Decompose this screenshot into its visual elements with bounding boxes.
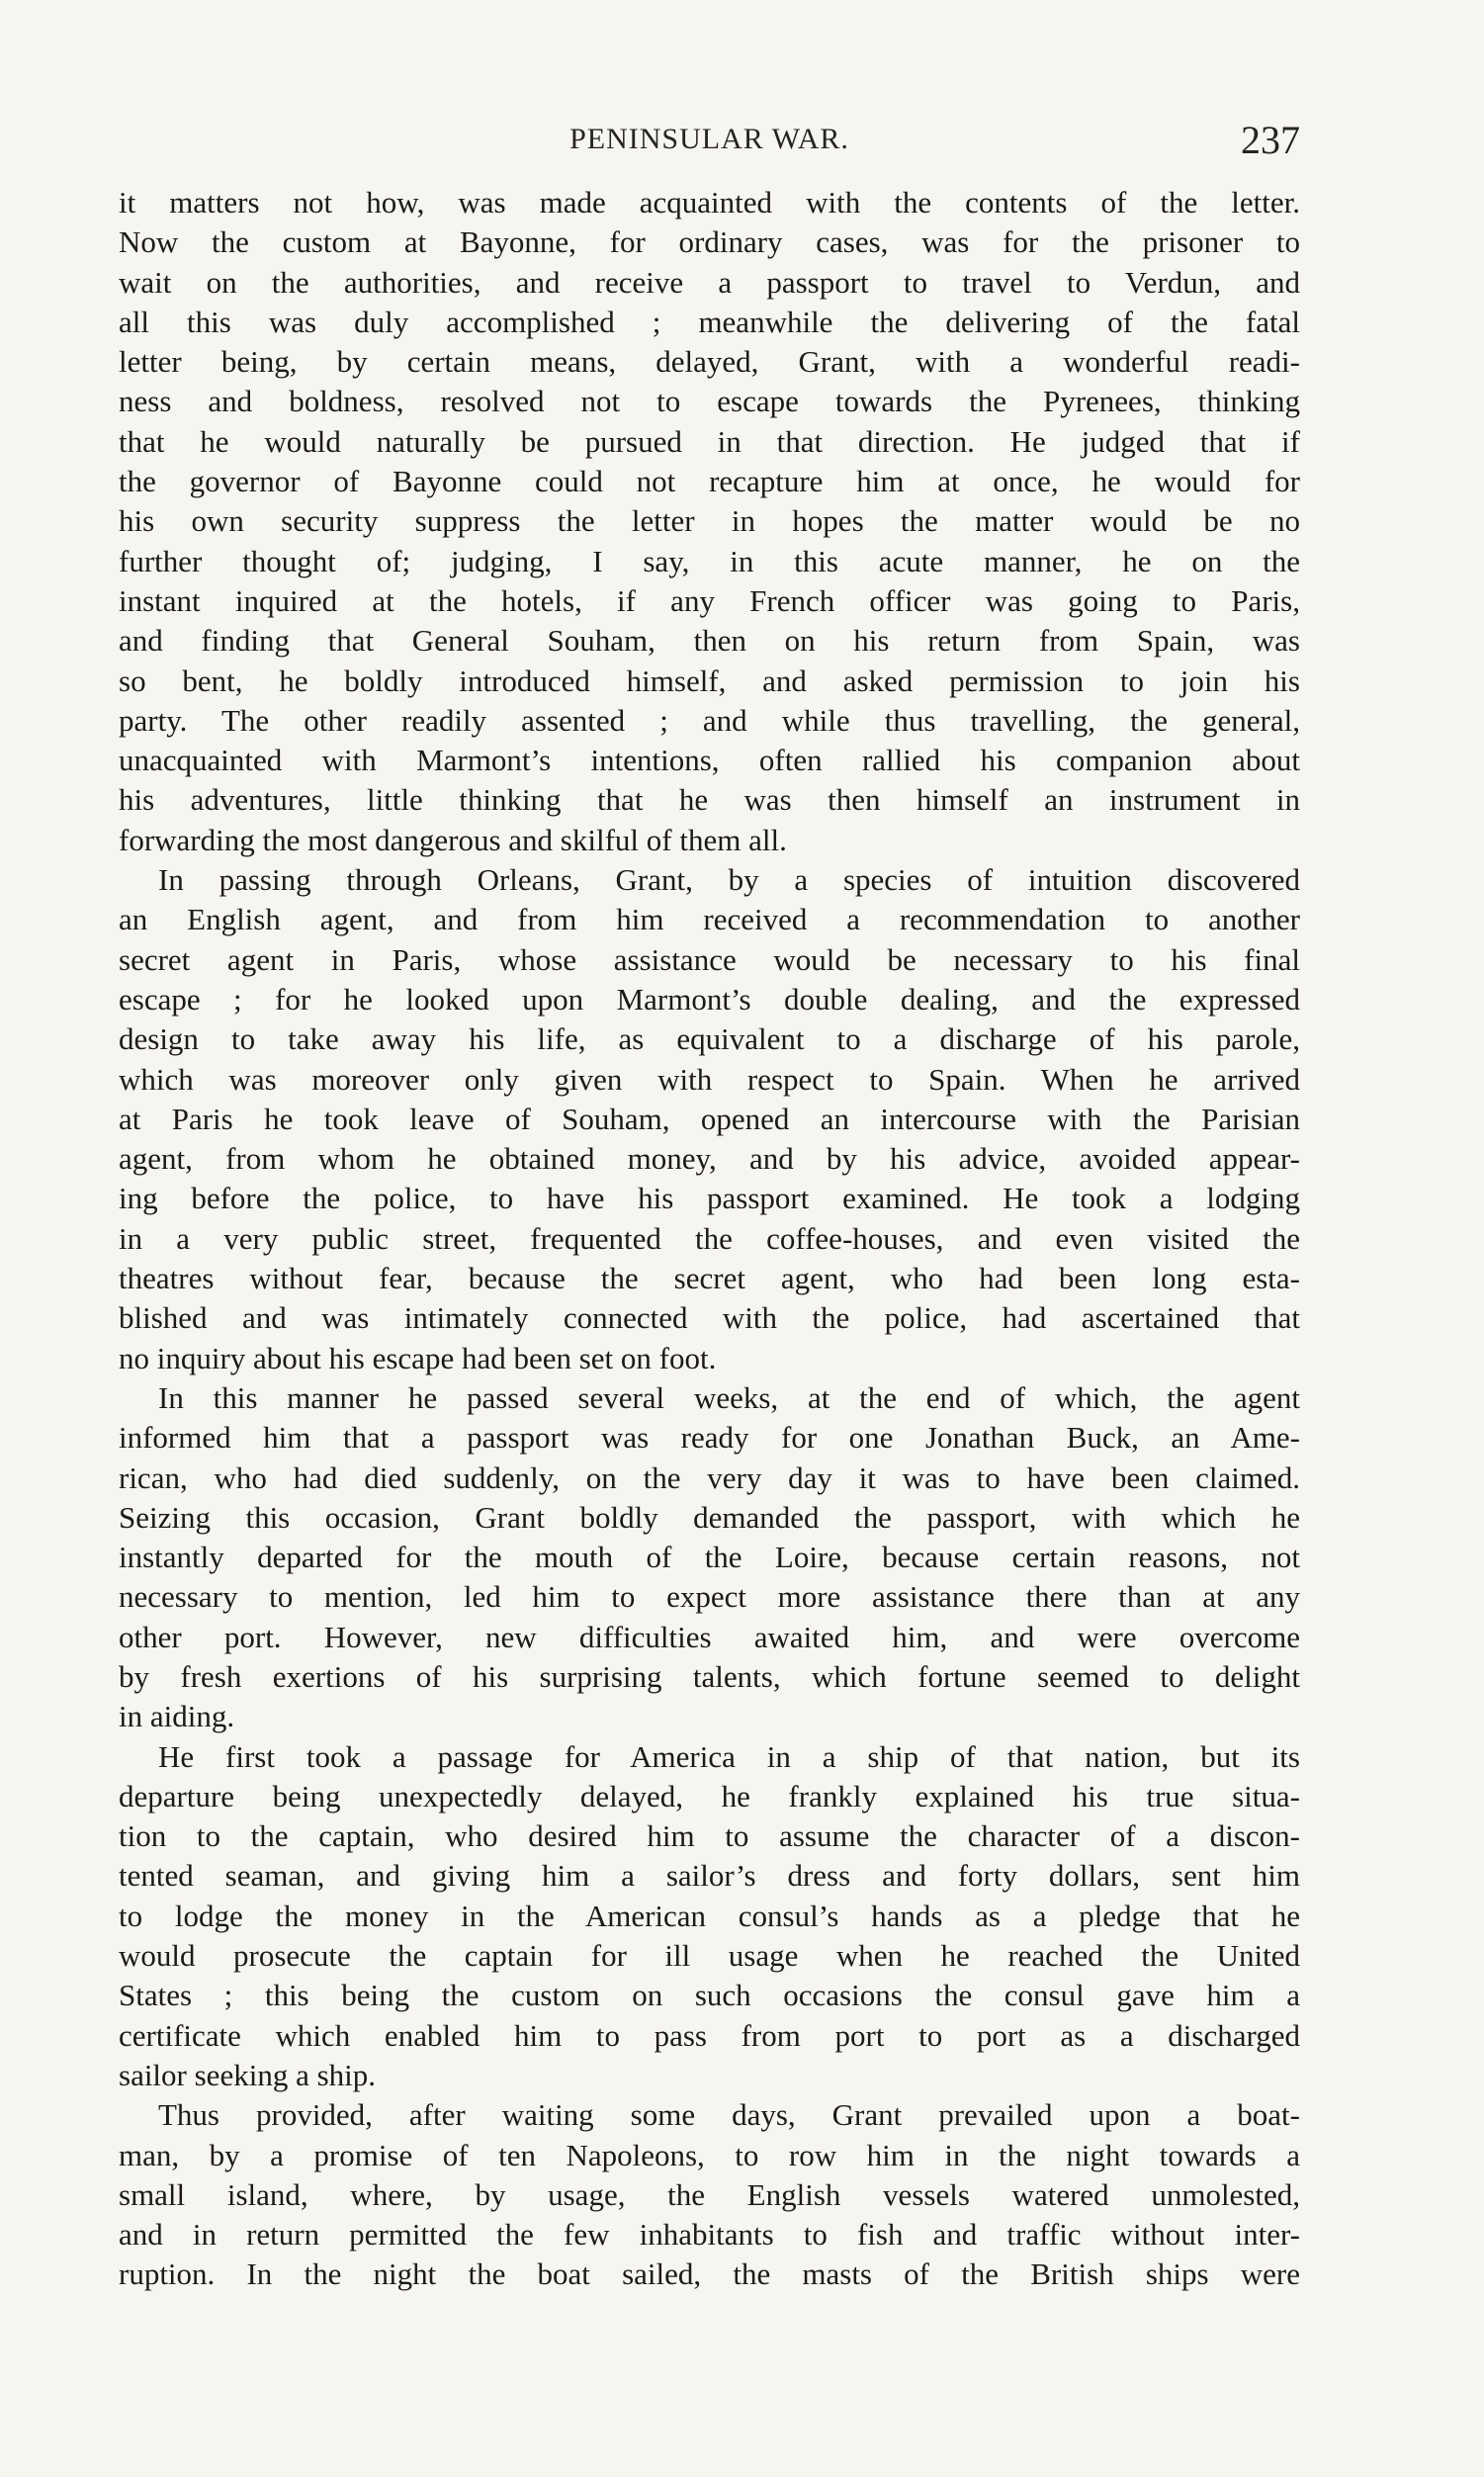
text-line: certificate which enabled him to pass from port to port as a discharged <box>119 2017 1300 2053</box>
text-line: all this was duly accomplished ; meanwhile the delivering of the fatal <box>119 304 1300 339</box>
text-line: blished and was intimately connected with the police, had ascertained that <box>119 1300 1300 1336</box>
text-line: rican, who had died suddenly, on the very day it was to have been claimed. <box>119 1460 1300 1495</box>
text-line: instant inquired at the hotels, if any French officer was going to Paris, <box>119 582 1300 618</box>
text-line: no inquiry about his escape had been set on foot. <box>119 1340 717 1375</box>
text-line: In passing through Orleans, Grant, by a species of intuition discovered <box>158 862 1300 898</box>
text-line: party. The other readily assented ; and while thus travelling, the general, <box>119 702 1300 738</box>
text-line: so bent, he boldly introduced himself, and asked permission to join his <box>119 663 1300 698</box>
text-line: the governor of Bayonne could not recapture him at once, he would for <box>119 464 1300 499</box>
text-line: by fresh exertions of his surprising talents, which fortune seemed to delight <box>119 1658 1300 1694</box>
text-line: tented seaman, and giving him a sailor’s dress and forty dollars, sent him <box>119 1858 1300 1894</box>
text-line: to lodge the money in the American consul’s hands as a pledge that he <box>119 1898 1300 1933</box>
text-line: it matters not how, was made acquainted with the contents of the letter. <box>119 185 1300 220</box>
text-line: ruption. In the night the boat sailed, the masts of the British ships were <box>119 2256 1300 2292</box>
text-line: letter being, by certain means, delayed, Grant, with a wonderful readi- <box>119 344 1300 380</box>
page-number: 237 <box>1241 118 1300 162</box>
text-line: in aiding. <box>119 1699 235 1734</box>
text-line: Seizing this occasion, Grant boldly demanded the passport, with which he <box>119 1499 1300 1535</box>
text-line: ness and boldness, resolved not to escape towards the Pyrenees, thinking <box>119 384 1300 419</box>
body-text <box>119 183 1300 2295</box>
running-head <box>119 117 1300 166</box>
text-line: theatres without fear, because the secret agent, who had been long esta- <box>119 1261 1300 1296</box>
running-title: PENINSULAR WAR. <box>569 123 849 155</box>
text-line: In this manner he passed several weeks, at the end of which, the agent <box>158 1379 1300 1415</box>
text-line: tion to the captain, who desired him to assume the character of a discon- <box>119 1818 1300 1854</box>
text-line: and in return permitted the few inhabitants to fish and traffic without inter- <box>119 2217 1300 2253</box>
text-line: man, by a promise of ten Napoleons, to row him in the night towards a <box>119 2137 1300 2172</box>
text-line: wait on the authorities, and receive a passport to travel to Verdun, and <box>119 264 1300 300</box>
text-line: forwarding the most dangerous and skilful of them all. <box>119 822 787 857</box>
text-line: at Paris he took leave of Souham, opened an intercourse with the Parisian <box>119 1101 1300 1136</box>
text-line: States ; this being the custom on such occasions the consul gave him a <box>119 1978 1300 2013</box>
text-line: departure being unexpectedly delayed, he frankly explained his true situa- <box>119 1778 1300 1814</box>
text-line: an English agent, and from him received a recommendation to another <box>119 902 1300 937</box>
text-line: and finding that General Souham, then on his return from Spain, was <box>119 623 1300 659</box>
text-line: which was moreover only given with respect to Spain. When he arrived <box>119 1061 1300 1097</box>
text-line: sailor seeking a ship. <box>119 2057 377 2092</box>
text-line: other port. However, new difficulties awaited him, and were overcome <box>119 1619 1300 1654</box>
text-line: that he would naturally be pursued in that direction. He judged that if <box>119 423 1300 459</box>
text-line: his own security suppress the letter in hopes the matter would be no <box>119 503 1300 539</box>
text-line: design to take away his life, as equivalent to a discharge of his parole, <box>119 1021 1300 1057</box>
text-line: instantly departed for the mouth of the Loire, because certain reasons, not <box>119 1540 1300 1575</box>
text-line: He first took a passage for America in a ship of that nation, but its <box>158 1738 1300 1774</box>
text-line: his adventures, little thinking that he was then himself an instrument in <box>119 782 1300 818</box>
text-line: escape ; for he looked upon Marmont’s double dealing, and the expressed <box>119 981 1300 1017</box>
text-line: Thus provided, after waiting some days, Grant prevailed upon a boat- <box>158 2097 1300 2133</box>
text-line: informed him that a passport was ready for one Jonathan Buck, an Ame- <box>119 1420 1300 1456</box>
text-line: agent, from whom he obtained money, and by his advice, avoided appear- <box>119 1141 1300 1177</box>
text-line: secret agent in Paris, whose assistance would be necessary to his final <box>119 941 1300 977</box>
text-line: would prosecute the captain for ill usage when he reached the United <box>119 1938 1300 1974</box>
text-line: unacquainted with Marmont’s intentions, often rallied his companion about <box>119 743 1300 778</box>
text-line: Now the custom at Bayonne, for ordinary cases, was for the prisoner to <box>119 224 1300 260</box>
text-line: small island, where, by usage, the English vessels watered unmolested, <box>119 2176 1300 2212</box>
text-line: ing before the police, to have his passport examined. He took a lodging <box>119 1181 1300 1216</box>
text-line: necessary to mention, led him to expect more assistance there than at any <box>119 1579 1300 1615</box>
text-line: further thought of; judging, I say, in this acute manner, he on the <box>119 543 1300 578</box>
text-line: in a very public street, frequented the coffee-houses, and even visited the <box>119 1220 1300 1256</box>
